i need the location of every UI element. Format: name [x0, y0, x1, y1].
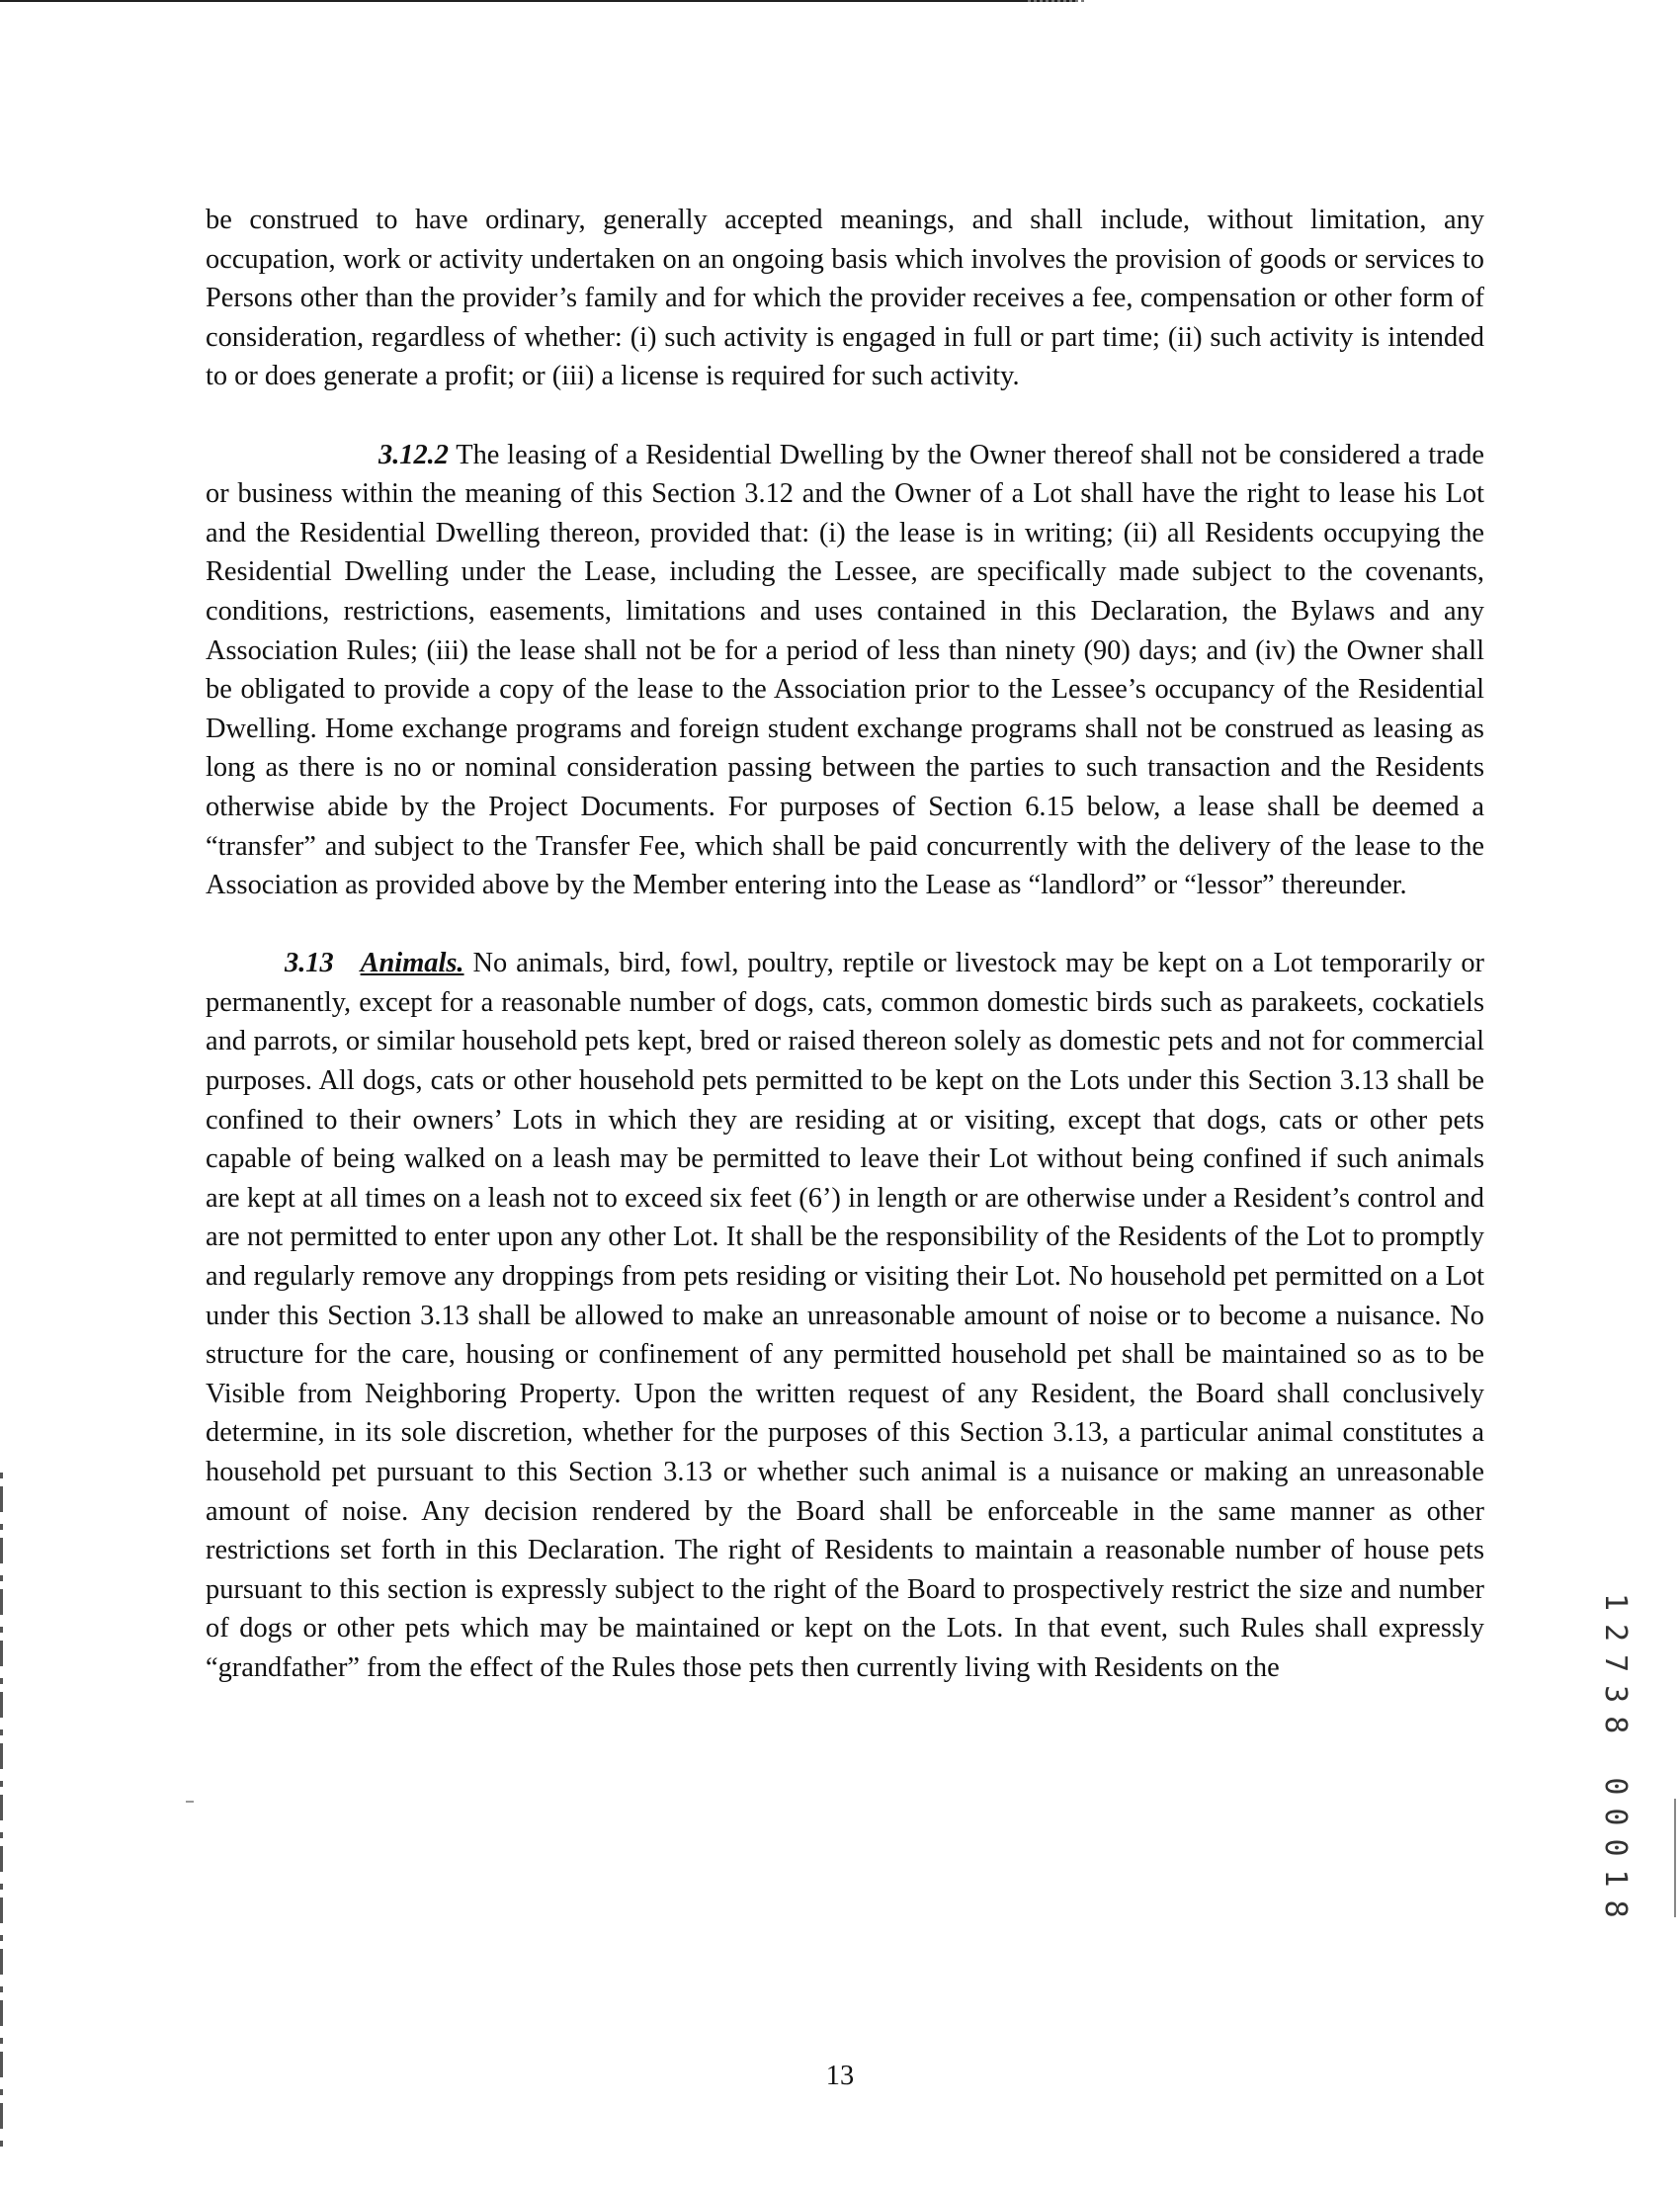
section-number: 3.13: [285, 948, 334, 979]
paragraph-3-12-2: [206, 436, 1484, 905]
stray-scan-mark: [186, 1801, 194, 1803]
paragraph-body: No animals, bird, fowl, poultry, reptile or livestock may be kept on a Lot temporarily or permanently, except for a reasonable number of dogs, cats, common domestic birds such as parakeets, cockatiels and parrots, or similar household pets kept, bred or raised thereon solely as domestic pets and not for commercial purposes. All dogs, cats or other household pets permitted to be kept on the Lots under this Section 3.13 shall be confined to their owners’ Lots in which they are residing at or visiting, except that dogs, cats or other pets capable of being walked on a leash may be permitted to leave their Lot without being confined if such animals are kept at all times on a leash not to exceed six feet (6’) in length or are otherwise under a Resident’s control and are not permitted to enter upon any other Lot. It shall be the responsibility of the Residents of the Lot to promptly and regularly remove any droppings from pets residing or visiting their Lot. No household pet permitted on a Lot under this Section 3.13 shall be allowed to make an unreasonable amount of noise or to become a nuisance. No structure for the care, housing or confinement of any permitted household pet shall be maintained so as to be Visible from Neighboring Property. Upon the written request of any Resident, the Board shall conclusively determine, in its sole discretion, whether for the purposes of this Section 3.13, a particular animal constitutes a household pet pursuant to this Section 3.13 or whether such animal is a nuisance or making an unreasonable amount of noise. Any decision rendered by the Board shall be enforceable in the same manner as other restrictions set forth in this Declaration. The right of Residents to maintain a reasonable number of house pets pursuant to this section is expressly subject to the right of the Board to prospectively restrict the size and number of dogs or other pets which may be maintained or kept on the Lots. In that event, such Rules shall expressly “grandfather” from the effect of the Rules those pets then currently living with Residents on the: [206, 948, 1484, 1683]
section-number: 3.12.2: [378, 439, 449, 470]
recording-stamp-text: 12738 00018: [1598, 1593, 1633, 1931]
page-number: 13: [825, 2061, 855, 2091]
paragraph-body: The leasing of a Residential Dwelling by the Owner thereof shall not be considered a trade or business within the meaning of this Section 3.12 and the Owner of a Lot shall have the right to lease his Lot and the Residential Dwelling thereon, provided that: (i) the lease is in writing; (ii) all Residents occupying the Residential Dwelling under the Lease, including the Lessee, are specifically made subject to the covenants, conditions, restrictions, easements, limitations and uses contained in this Declaration, the Bylaws and any Association Rules; (iii) the lease shall not be for a period of less than ninety (90) days; and (iv) the Owner shall be obligated to provide a copy of the lease to the Association prior to the Lessee’s occupancy of the Residential Dwelling. Home exchange programs and foreign student exchange programs shall not be construed as leasing as long as there is no or nominal consideration passing between the parties to such transaction and the Residents otherwise abide by the Project Documents. For purposes of Section 6.15 below, a lease shall be deemed a “transfer” and subject to the Transfer Fee, which shall be paid concurrently with the delivery of the lease to the Association as provided above by the Member entering into the Lease as “landlord” or “lessor” thereunder.: [206, 439, 1484, 901]
top-scan-rule-faint: [1028, 0, 1087, 2]
right-scan-edge: [1674, 1799, 1676, 1917]
top-scan-rule: [0, 0, 1077, 2]
section-title: Animals.: [360, 948, 464, 979]
paragraph-3-13-animals: [206, 944, 1484, 1687]
document-body: [206, 201, 1484, 1688]
left-scan-edge: [0, 1473, 3, 2154]
paragraph-continuation: be construed to have ordinary, generally accepted meanings, and shall include, without limitation, any occupation, work or activity undertaken on an ongoing basis which involves the provision of goods or services to Persons other than the provider’s family and for which the provider receives a fee, compensation or other form of consideration, regardless of whether: (i) such activity is engaged in full or part time; (ii) such activity is intended to or does generate a profit; or (iii) a license is required for such activity.: [206, 205, 1484, 392]
recording-stamp: [1585, 1593, 1644, 1979]
